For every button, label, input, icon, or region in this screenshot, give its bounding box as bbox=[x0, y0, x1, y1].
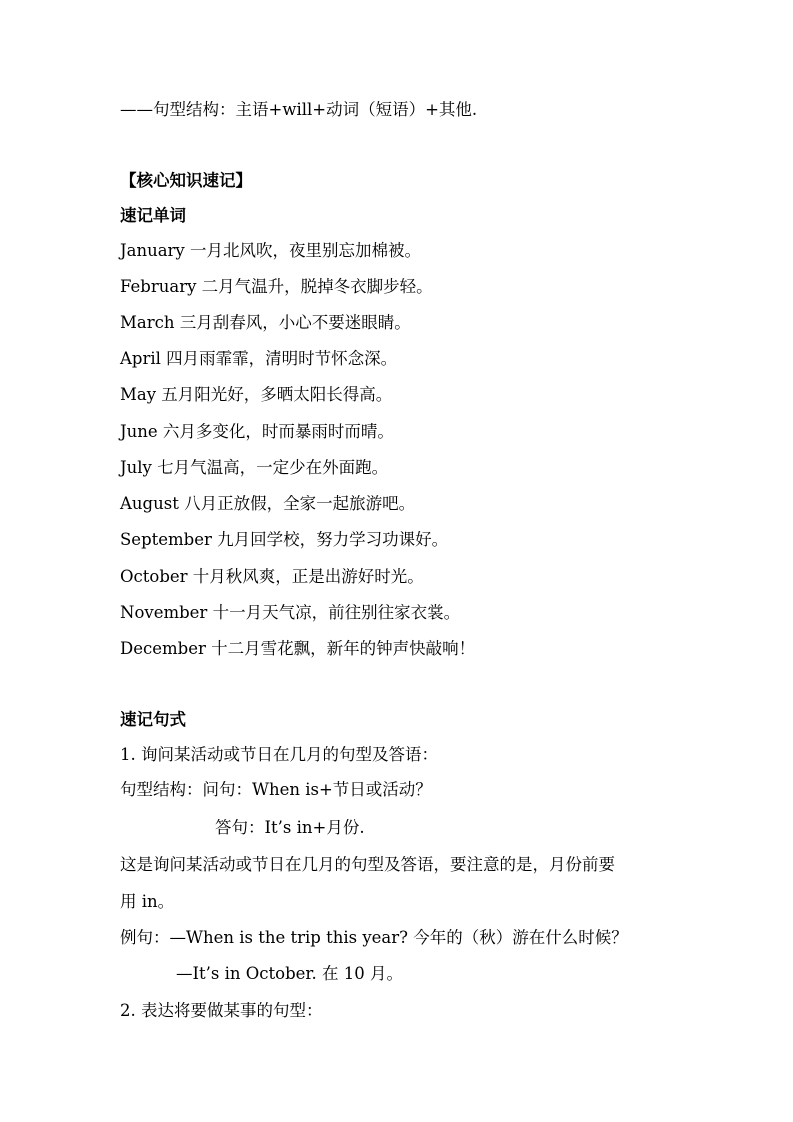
month-line-july: July 七月气温高，一定少在外面跑。 bbox=[120, 458, 389, 477]
month-line-april: April 四月雨霏霏，清明时节怀念深。 bbox=[120, 349, 398, 368]
month-line-january: January 一月北风吹，夜里别忘加棉被。 bbox=[120, 241, 421, 260]
month-line-october: October 十月秋风爽，正是出游好时光。 bbox=[120, 567, 424, 586]
intro-structure-line: ——句型结构：主语+will+动词（短语）+其他. bbox=[120, 100, 478, 119]
point1-structure-question: 句型结构：问句：When is+节日或活动？ bbox=[120, 780, 432, 799]
point1-example-question: 例句：—When is the trip this year? 今年的（秋）游在什么时候？ bbox=[120, 928, 628, 947]
month-line-june: June 六月多变化，时而暴雨时而晴。 bbox=[120, 422, 394, 441]
month-line-may: May 五月阳光好，多晒太阳长得高。 bbox=[120, 385, 393, 404]
sentence-heading: 速记句式 bbox=[120, 710, 186, 729]
point1-note-line2: 用 in。 bbox=[120, 892, 175, 911]
point1-example-answer: —It’s in October. 在 10 月。 bbox=[176, 964, 403, 983]
month-line-september: September 九月回学校，努力学习功课好。 bbox=[120, 530, 449, 549]
vocab-heading: 速记单词 bbox=[120, 206, 186, 225]
point2-title: 2. 表达将要做某事的句型： bbox=[120, 1001, 323, 1020]
month-line-november: November 十一月天气凉，前往别往家衣裳。 bbox=[120, 603, 461, 622]
point1-structure-answer: 答句：It’s in+月份. bbox=[215, 818, 365, 837]
month-line-december: December 十二月雪花飘，新年的钟声快敲响！ bbox=[120, 639, 476, 658]
point1-title: 1. 询问某活动或节日在几月的句型及答语： bbox=[120, 745, 438, 764]
month-line-march: March 三月刮春风，小心不要迷眼睛。 bbox=[120, 313, 411, 332]
point1-note-line1: 这是询问某活动或节日在几月的句型及答语，要注意的是，月份前要 bbox=[120, 855, 615, 874]
month-line-august: August 八月正放假，全家一起旅游吧。 bbox=[120, 494, 416, 513]
month-line-february: February 二月气温升，脱掉冬衣脚步轻。 bbox=[120, 277, 433, 296]
section-heading: 【核心知识速记】 bbox=[120, 171, 252, 190]
